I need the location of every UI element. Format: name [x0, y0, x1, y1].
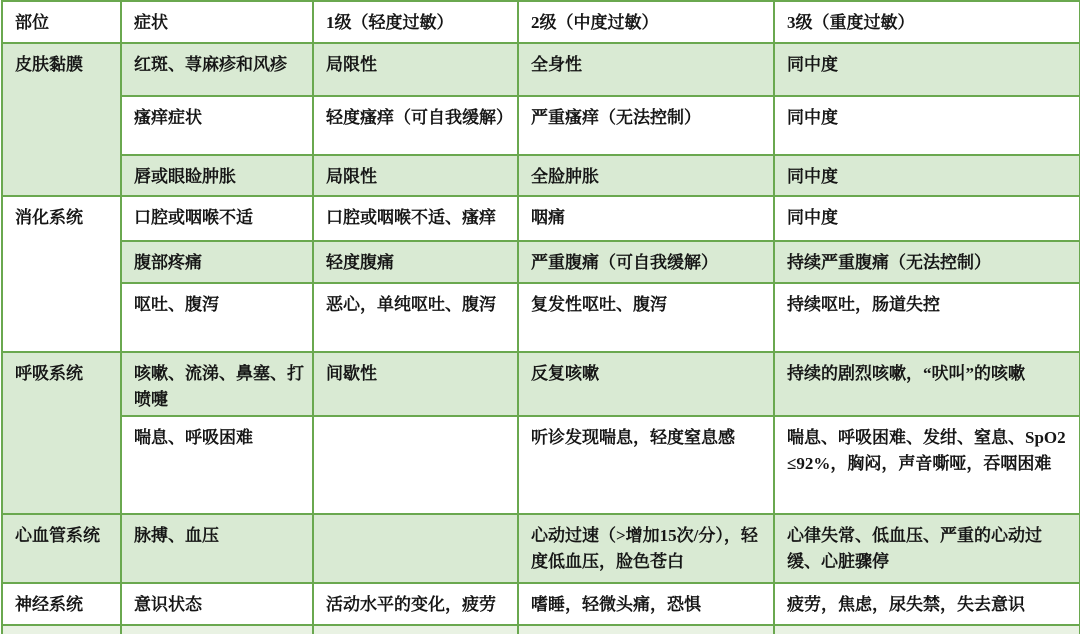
symptom-cell: 脉搏、血压 — [121, 514, 313, 583]
grade1-cell — [313, 514, 518, 583]
grade2-cell: 全脸肿胀 — [518, 155, 774, 196]
column-header-symptom: 症状 — [121, 1, 313, 43]
grade2-cell: 严重瘙痒（无法控制） — [518, 96, 774, 155]
partial-cell — [121, 625, 313, 634]
table-row — [2, 352, 1080, 416]
grade1-cell: 恶心，单纯呕吐、腹泻 — [313, 283, 518, 352]
partial-cell — [313, 625, 518, 634]
body-part-cell: 皮肤黏膜 — [2, 43, 121, 196]
grade2-cell: 反复咳嗽 — [518, 352, 774, 416]
grade2-cell: 嗜睡，轻微头痛，恐惧 — [518, 583, 774, 625]
symptom-cell: 咳嗽、流涕、鼻塞、打喷嚏 — [121, 352, 313, 416]
grade3-cell: 持续的剧烈咳嗽，“吠叫”的咳嗽 — [774, 352, 1080, 416]
grade3-cell: 同中度 — [774, 96, 1080, 155]
body-part-cell: 心血管系统 — [2, 514, 121, 583]
column-header-grade2: 2级（中度过敏） — [518, 1, 774, 43]
header-row — [2, 1, 1080, 43]
body-part-cell: 呼吸系统 — [2, 352, 121, 514]
table-row — [2, 416, 1080, 514]
grade1-cell — [313, 416, 518, 514]
table-row — [2, 283, 1080, 352]
symptom-cell: 喘息、呼吸困难 — [121, 416, 313, 514]
table-row — [2, 583, 1080, 625]
symptom-cell: 瘙痒症状 — [121, 96, 313, 155]
grade3-cell: 同中度 — [774, 196, 1080, 241]
column-header-part: 部位 — [2, 1, 121, 43]
grade2-cell: 全身性 — [518, 43, 774, 96]
grade1-cell: 口腔或咽喉不适、瘙痒 — [313, 196, 518, 241]
body-part-cell: 神经系统 — [2, 583, 121, 625]
grade3-cell: 心律失常、低血压、严重的心动过缓、心脏骤停 — [774, 514, 1080, 583]
grade1-cell: 活动水平的变化，疲劳 — [313, 583, 518, 625]
symptom-cell: 红斑、荨麻疹和风疹 — [121, 43, 313, 96]
symptom-cell: 唇或眼睑肿胀 — [121, 155, 313, 196]
grade2-cell: 听诊发现喘息，轻度窒息感 — [518, 416, 774, 514]
grade2-cell: 严重腹痛（可自我缓解） — [518, 241, 774, 283]
symptom-cell: 意识状态 — [121, 583, 313, 625]
symptom-cell: 口腔或咽喉不适 — [121, 196, 313, 241]
symptom-cell: 呕吐、腹泻 — [121, 283, 313, 352]
table-row — [2, 514, 1080, 583]
grade2-cell: 咽痛 — [518, 196, 774, 241]
column-header-grade3: 3级（重度过敏） — [774, 1, 1080, 43]
partial-bottom-row — [2, 625, 1080, 634]
grade1-cell: 轻度腹痛 — [313, 241, 518, 283]
grade3-cell: 持续严重腹痛（无法控制） — [774, 241, 1080, 283]
allergy-grading-table — [1, 0, 1080, 634]
grade1-cell: 局限性 — [313, 155, 518, 196]
partial-cell — [518, 625, 774, 634]
table-row — [2, 196, 1080, 241]
grade2-cell: 复发性呕吐、腹泻 — [518, 283, 774, 352]
table-row — [2, 241, 1080, 283]
grade3-cell: 同中度 — [774, 43, 1080, 96]
table-row — [2, 96, 1080, 155]
grade3-cell: 喘息、呼吸困难、发绀、窒息、SpO2 ≤92%，胸闷，声音嘶哑，吞咽困难 — [774, 416, 1080, 514]
table-row — [2, 155, 1080, 196]
grade3-cell: 持续呕吐，肠道失控 — [774, 283, 1080, 352]
grade3-cell: 疲劳，焦虑，尿失禁，失去意识 — [774, 583, 1080, 625]
grade1-cell: 间歇性 — [313, 352, 518, 416]
table-row — [2, 43, 1080, 96]
column-header-grade1: 1级（轻度过敏） — [313, 1, 518, 43]
symptom-cell: 腹部疼痛 — [121, 241, 313, 283]
partial-cell — [2, 625, 121, 634]
grade3-cell: 同中度 — [774, 155, 1080, 196]
grade1-cell: 轻度瘙痒（可自我缓解） — [313, 96, 518, 155]
grade1-cell: 局限性 — [313, 43, 518, 96]
grade2-cell: 心动过速（>增加15次/分），轻度低血压，脸色苍白 — [518, 514, 774, 583]
body-part-cell: 消化系统 — [2, 196, 121, 352]
partial-cell — [774, 625, 1080, 634]
